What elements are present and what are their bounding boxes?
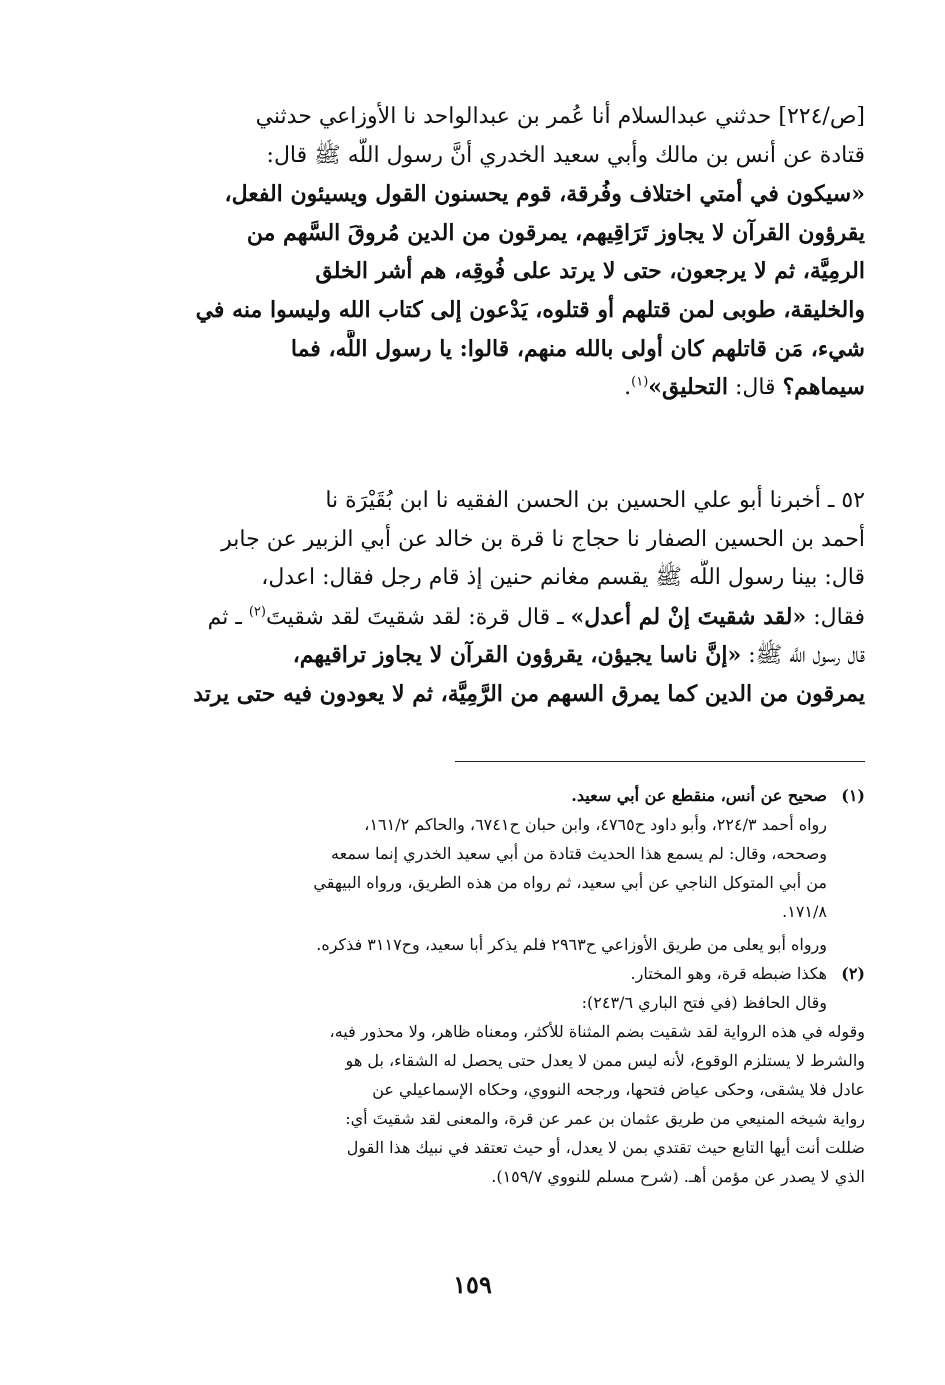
footnote-1 <box>100 781 865 959</box>
plain-text: قال رسول اللَّه ﷺ: <box>741 643 865 669</box>
footnote-number: (١) <box>841 786 865 805</box>
text-line <box>100 636 865 675</box>
footnote-ref[interactable]: (٢) <box>248 604 266 620</box>
footnote-line: وقال الحافظ (في فتح الباري ٢٤٣/٦): <box>581 993 827 1012</box>
footnote-2 <box>100 959 865 1017</box>
bold-text: «إنَّ ناسا يجيؤن، يقرؤون القرآن لا يجاوز تراقيهم، <box>292 642 742 669</box>
plain-text: فقال: <box>806 604 865 630</box>
bold-text: «لقد شقيتَ إنْ لم أعدل» <box>570 603 807 630</box>
footnote-2-quote <box>100 1017 865 1191</box>
footnote-line: من أبي المتوكل الناجي عن أبي سعيد، ثم رواه من هذه الطريق، ورواه البيهقي <box>313 873 827 892</box>
text-line: قتادة عن أنس بن مالك وأبي سعيد الخدري أنَّ رسول اللَّه ﷺ قال: <box>266 142 865 168</box>
footnote-body <box>100 959 827 1017</box>
footnote-line: رواية شيخه المنيعي من طريق عثمان بن عمر عن قرة، والمعنى لقد شقيتَ أي: <box>345 1109 865 1128</box>
footnote-line: الذي لا يصدر عن مؤمن أهـ. (شرح مسلم للنووي ١٥٩/٧). <box>491 1167 865 1186</box>
text-line: ٥٢ ـ أخبرنا أبو علي الحسين بن الحسن الفقيه نا ابن بُقَيْرَة نا <box>325 488 865 513</box>
text-line <box>100 598 865 637</box>
text-line <box>100 368 865 407</box>
text-line: يقرؤون القرآن لا يجاوز تَرَاقِيهم، يمرقون من الدين مُروقَ السَّهم من <box>246 219 865 246</box>
footnote-separator <box>455 761 865 762</box>
text-line: والخليقة، طوبى لمن قتلهم أو قتلوه، يَدْعون إلى كتاب الله وليسوا منه في <box>195 296 865 323</box>
footnote-line: ورواه أبو يعلى من طريق الأوزاعي ح٢٩٦٣ فلم يذكر أبا سعيد، وح٣١١٧ فذكره. <box>316 935 827 954</box>
hadith-paragraph-2 <box>100 482 865 714</box>
hadith-paragraph-1 <box>100 98 865 407</box>
text-line: شيء، مَن قاتلهم كان أولى بالله منهم، قالوا: يا رسول اللَّه، فما <box>290 335 865 362</box>
footnote-line: صحيح عن أنس، منقطع عن أبي سعيد. <box>571 786 827 805</box>
plain-text: ـ ثم <box>207 604 249 630</box>
footnote-body <box>100 781 827 959</box>
bold-text: التحليق» <box>648 374 728 401</box>
footnote-line: هكذا ضبطه قرة، وهو المختار. <box>630 964 827 983</box>
plain-text: قال: <box>727 375 783 401</box>
plain-text: ـ قال قرة: لقد شقيتَ لقد شقيتَ <box>265 604 571 630</box>
text-line: يمرقون من الدين كما يمرق السهم من الرَّمِيَّة، ثم لا يعودون فيه حتى يرتد <box>193 680 865 707</box>
text-line: «سيكون في أمتي اختلاف وفُرقة، قوم يحسنون القول ويسيئون الفعل، <box>224 181 865 208</box>
footnote-line: ١٧١/٨. <box>782 902 827 921</box>
plain-text: . <box>624 375 632 401</box>
footnote-line: وقوله في هذه الرواية لقد شقيت بضم المثناة للأكثر، ومعناه ظاهر، ولا محذور فيه، <box>329 1022 865 1041</box>
page-number: ١٥٩ <box>453 1270 492 1299</box>
footnote-line: رواه أحمد ٢٢٤/٣، وأبو داود ح٤٧٦٥، وابن حبان ح٦٧٤١، والحاكم ١٦١/٢، <box>364 815 827 834</box>
footnote-line: والشرط لا يستلزم الوقوع، لأنه ليس ممن لا يعدل حتى يحصل له الشقاء، بل هو <box>345 1051 865 1070</box>
footnote-line: وصححه، وقال: لم يسمع هذا الحديث قتادة من أبي سعيد الخدري إنما سمعه <box>331 844 827 863</box>
text-line: الرمِيَّة، ثم لا يرجعون، حتى لا يرتد على فُوقِه، هم أشر الخلق <box>315 258 865 285</box>
footnote-line: ضللت أنت أيها التابع حيث تقتدي بمن لا يعدل، أو حيث تعتقد في نبيك هذا القول <box>346 1138 865 1157</box>
footnote-ref[interactable]: (١) <box>631 374 649 390</box>
footnotes <box>100 781 865 1191</box>
text-line: أحمد بن الحسين الصفار نا حجاج نا قرة بن خالد عن أبي الزبير عن جابر <box>221 526 865 552</box>
footnote-line: عادل فلا يشقى، وحكى عياض فتحها، ورجحه النووي، وحكاه الإسماعيلي عن <box>372 1080 865 1099</box>
bold-text: سيماهم؟ <box>782 374 865 401</box>
text-line: قال: بينا رسول اللَّه ﷺ يقسم مغانم حنين إذ قام رجل فقال: اعدل، <box>261 565 865 591</box>
text-line: [ص/٢٢٤] حدثني عبدالسلام أنا عُمر بن عبدالواحد نا الأوزاعي حدثني <box>255 104 865 129</box>
footnote-number: (٢) <box>841 964 865 983</box>
